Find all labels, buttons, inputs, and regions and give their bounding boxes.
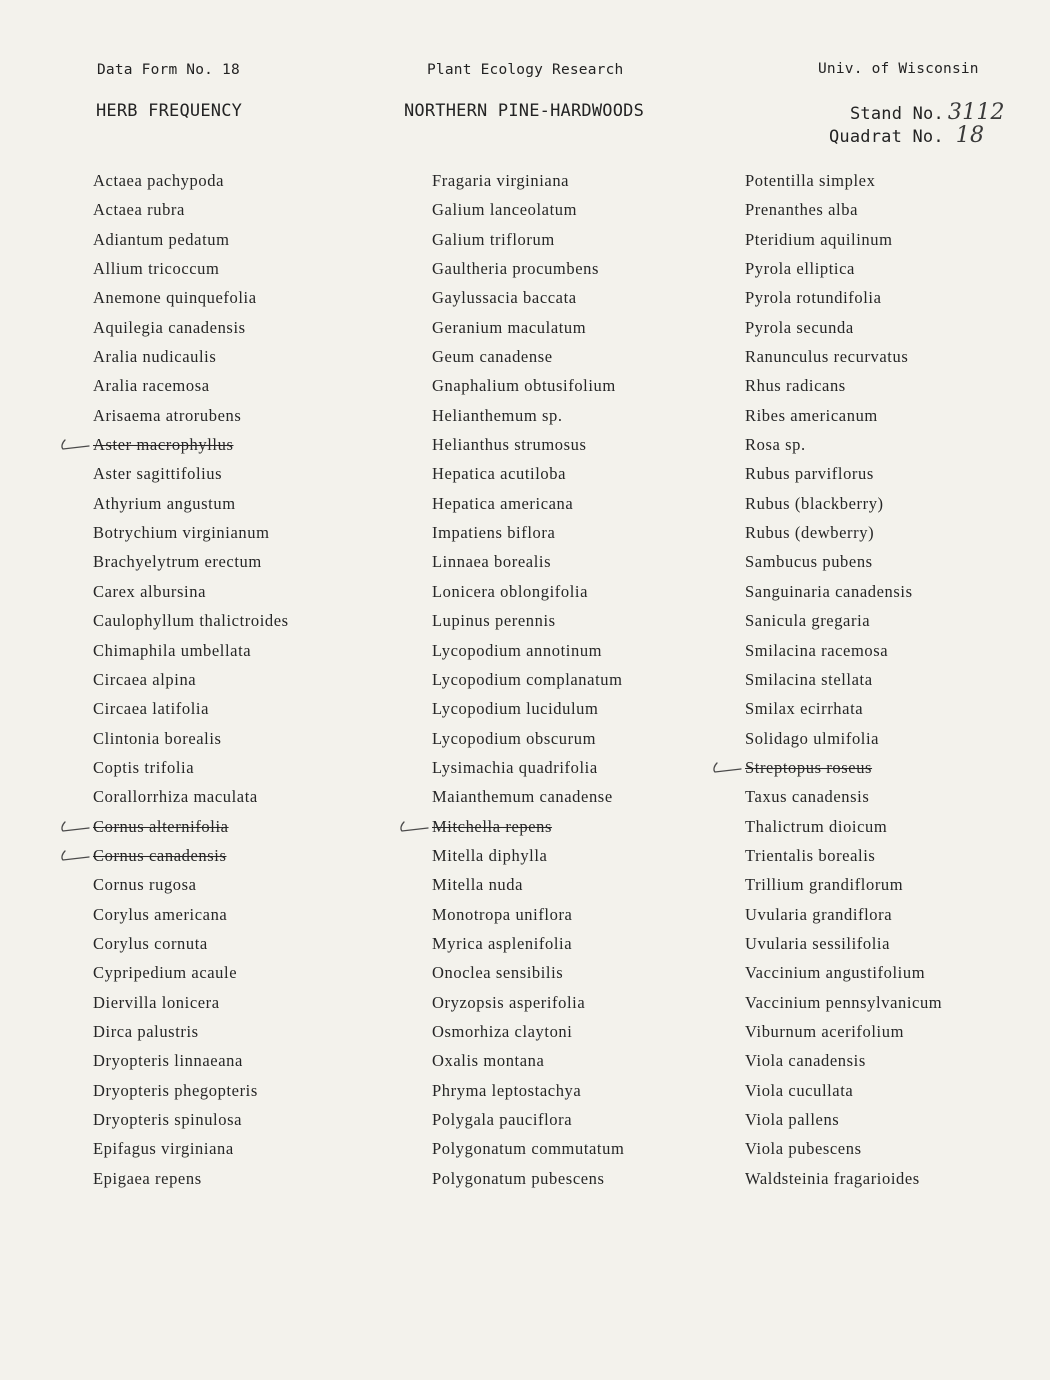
- species-item: [93, 489, 289, 518]
- checkmark-icon: [398, 820, 430, 834]
- species-item: [432, 430, 624, 459]
- species-item: [745, 430, 942, 459]
- species-name: Osmorhiza claytoni: [432, 1021, 573, 1041]
- species-item: [432, 401, 624, 430]
- species-name: Arisaema atrorubens: [93, 405, 242, 425]
- species-item: [93, 988, 289, 1017]
- community-title: NORTHERN PINE-HARDWOODS: [404, 101, 645, 121]
- species-name: Dryopteris phegopteris: [93, 1080, 258, 1100]
- species-name: Pyrola secunda: [745, 317, 854, 337]
- checkmark-icon: [59, 820, 91, 834]
- species-name: Linnaea borealis: [432, 552, 552, 572]
- university-heading: Univ. of Wisconsin: [818, 61, 979, 77]
- species-name: Polygala pauciflora: [432, 1110, 573, 1129]
- species-name: Ribes americanum: [745, 405, 878, 425]
- species-item: [432, 694, 624, 723]
- species-name: Circaea alpina: [93, 669, 197, 689]
- species-name: Pteridium aquilinum: [745, 229, 893, 249]
- species-item: [432, 1046, 624, 1075]
- species-item: [745, 988, 942, 1017]
- species-name: Lupinus perennis: [432, 611, 556, 631]
- species-item: [93, 753, 289, 782]
- species-item: [745, 547, 942, 576]
- species-item: [745, 1164, 942, 1193]
- species-name: Lonicera oblongifolia: [432, 581, 589, 601]
- species-item: [745, 254, 942, 283]
- checkmark-icon: [59, 849, 91, 863]
- species-item: [93, 606, 289, 635]
- species-item: [745, 753, 942, 782]
- species-item: [432, 489, 624, 518]
- species-item: [93, 665, 289, 694]
- research-heading: Plant Ecology Research: [427, 62, 624, 78]
- species-name: Hepatica americana: [432, 493, 574, 513]
- species-name: Viola pubescens: [745, 1139, 862, 1159]
- species-name: Pyrola elliptica: [745, 259, 855, 279]
- species-item: [432, 841, 624, 870]
- species-name: Aralia nudicaulis: [93, 347, 217, 367]
- species-item: [432, 518, 624, 547]
- species-name: Waldsteinia fragarioides: [745, 1168, 920, 1188]
- species-item: [93, 342, 289, 371]
- species-item: [432, 929, 624, 958]
- species-name: Helianthemum sp.: [432, 405, 563, 425]
- species-name: Rhus radicans: [745, 376, 846, 396]
- species-item: [432, 371, 624, 400]
- species-name: Epigaea repens: [93, 1168, 202, 1188]
- species-name: Diervilla lonicera: [93, 992, 220, 1012]
- species-item: [93, 724, 289, 753]
- species-item: [432, 1105, 624, 1134]
- species-name: Epifagus virginiana: [93, 1139, 234, 1159]
- species-name: Ranunculus recurvatus: [745, 347, 909, 367]
- species-item: [432, 812, 624, 841]
- species-name: Viola canadensis: [745, 1051, 866, 1071]
- species-item: [432, 900, 624, 929]
- species-item: [93, 870, 289, 899]
- species-name: Mitella diphylla: [432, 845, 548, 865]
- species-name: Smilacina stellata: [745, 669, 873, 689]
- species-name: Fragaria virginiana: [432, 171, 570, 190]
- species-name: Dirca palustris: [93, 1021, 199, 1041]
- species-name: Gnaphalium obtusifolium: [432, 376, 616, 396]
- species-name: Vaccinium angustifolium: [745, 963, 926, 983]
- stand-label: Stand No.: [850, 104, 944, 124]
- species-item: [745, 1134, 942, 1163]
- species-item: [93, 1046, 289, 1075]
- species-name: Taxus canadensis: [745, 787, 870, 807]
- species-item: [745, 1076, 942, 1105]
- species-item: [745, 313, 942, 342]
- species-item: [745, 459, 942, 488]
- species-item: [93, 254, 289, 283]
- species-item: [432, 753, 624, 782]
- species-item: [93, 929, 289, 958]
- species-name: Lycopodium lucidulum: [432, 699, 599, 719]
- species-item: [93, 636, 289, 665]
- species-name: Lycopodium annotinum: [432, 640, 603, 660]
- species-item: [745, 489, 942, 518]
- species-item: [745, 342, 942, 371]
- species-name: Brachyelytrum erectum: [93, 552, 262, 572]
- species-name: Corylus cornuta: [93, 933, 208, 953]
- species-name: Geranium maculatum: [432, 317, 587, 337]
- species-name: Botrychium virginianum: [93, 523, 270, 543]
- species-name: Aster sagittifolius: [93, 464, 223, 484]
- species-name: Clintonia borealis: [93, 728, 222, 748]
- species-item: [745, 606, 942, 635]
- species-item: [745, 665, 942, 694]
- species-name: Maianthemum canadense: [432, 787, 613, 807]
- species-item: [432, 1164, 624, 1193]
- quadrat-label: Quadrat No.: [829, 127, 944, 147]
- species-item: [93, 283, 289, 312]
- species-name: Impatiens biflora: [432, 523, 556, 543]
- species-item: [93, 1105, 289, 1134]
- species-name: Cornus rugosa: [93, 875, 197, 895]
- species-item: [93, 313, 289, 342]
- species-name: Galium triflorum: [432, 229, 555, 249]
- species-name: Lycopodium obscurum: [432, 728, 597, 748]
- quadrat-value: 18: [955, 123, 985, 148]
- species-name: Corylus americana: [93, 904, 228, 924]
- species-item: [93, 225, 289, 254]
- species-name: Mitella nuda: [432, 875, 524, 895]
- species-name: Vaccinium pennsylvanicum: [745, 992, 943, 1012]
- species-name: Aquilegia canadensis: [93, 317, 246, 337]
- stand-value: 3112: [947, 100, 1005, 125]
- species-item: [745, 929, 942, 958]
- species-name: Geum canadense: [432, 347, 553, 367]
- species-name: Cornus alternifolia: [93, 816, 229, 836]
- species-item: [432, 1076, 624, 1105]
- species-item: [93, 812, 289, 841]
- stand-number: [850, 100, 1005, 125]
- species-name: Circaea latifolia: [93, 699, 210, 719]
- species-name: Gaylussacia baccata: [432, 288, 577, 308]
- species-item: [745, 724, 942, 753]
- species-item: [745, 870, 942, 899]
- species-item: [93, 1076, 289, 1105]
- species-item: [745, 694, 942, 723]
- species-name: Phryma leptostachya: [432, 1080, 582, 1100]
- species-item: [745, 1046, 942, 1075]
- species-name: Chimaphila umbellata: [93, 640, 252, 660]
- species-item: [432, 636, 624, 665]
- species-item: [93, 694, 289, 723]
- species-name: Athyrium angustum: [93, 493, 236, 513]
- species-name: Polygonatum pubescens: [432, 1168, 605, 1188]
- species-item: [432, 547, 624, 576]
- species-item: [745, 283, 942, 312]
- species-name: Aralia racemosa: [93, 376, 210, 396]
- species-item: [93, 195, 289, 224]
- species-name: Smilacina racemosa: [745, 640, 889, 660]
- species-item: [432, 665, 624, 694]
- species-item: [93, 547, 289, 576]
- species-item: [432, 313, 624, 342]
- species-name: Uvularia sessilifolia: [745, 933, 891, 953]
- species-item: [432, 166, 624, 195]
- species-name: Gaultheria procumbens: [432, 259, 600, 279]
- species-name: Smilax ecirrhata: [745, 699, 864, 719]
- species-item: [432, 1134, 624, 1163]
- species-name: Viola pallens: [745, 1110, 840, 1129]
- species-name: Viola cucullata: [745, 1080, 854, 1100]
- species-name: Myrica asplenifolia: [432, 933, 573, 953]
- species-item: [745, 812, 942, 841]
- species-item: [432, 459, 624, 488]
- species-name: Onoclea sensibilis: [432, 963, 564, 983]
- checkmark-icon: [711, 761, 743, 775]
- species-item: [93, 577, 289, 606]
- species-item: [432, 724, 624, 753]
- species-name: Allium tricoccum: [93, 259, 220, 279]
- species-column-1: [93, 166, 289, 1193]
- species-item: [93, 841, 289, 870]
- species-name: Corallorrhiza maculata: [93, 787, 258, 807]
- page-title: HERB FREQUENCY: [96, 101, 243, 121]
- species-name: Streptopus roseus: [745, 757, 873, 777]
- species-item: [745, 577, 942, 606]
- species-item: [93, 166, 289, 195]
- species-name: Solidago ulmifolia: [745, 728, 880, 748]
- species-item: [432, 195, 624, 224]
- species-name: Cornus canadensis: [93, 845, 227, 865]
- species-name: Anemone quinquefolia: [93, 288, 257, 308]
- species-item: [432, 988, 624, 1017]
- species-item: [93, 1017, 289, 1046]
- species-name: Thalictrum dioicum: [745, 816, 888, 836]
- species-name: Caulophyllum thalictroides: [93, 611, 289, 631]
- species-item: [745, 518, 942, 547]
- species-name: Sanguinaria canadensis: [745, 581, 913, 601]
- species-name: Rosa sp.: [745, 435, 806, 455]
- species-item: [745, 900, 942, 929]
- species-name: Helianthus strumosus: [432, 435, 587, 455]
- species-name: Viburnum acerifolium: [745, 1021, 905, 1041]
- species-item: [745, 958, 942, 987]
- species-name: Dryopteris spinulosa: [93, 1110, 243, 1129]
- species-item: [93, 782, 289, 811]
- species-name: Oryzopsis asperifolia: [432, 992, 586, 1012]
- species-item: [93, 518, 289, 547]
- species-name: Pyrola rotundifolia: [745, 288, 882, 308]
- species-name: Trientalis borealis: [745, 845, 876, 865]
- checkmark-icon: [59, 438, 91, 452]
- species-item: [432, 342, 624, 371]
- species-item: [432, 870, 624, 899]
- species-item: [745, 841, 942, 870]
- species-name: Aster macrophyllus: [93, 435, 234, 455]
- species-item: [432, 577, 624, 606]
- species-name: Polygonatum commutatum: [432, 1139, 625, 1159]
- species-name: Rubus parviflorus: [745, 464, 874, 484]
- quadrat-number: [829, 123, 984, 148]
- species-name: Rubus (blackberry): [745, 493, 884, 513]
- species-item: [93, 459, 289, 488]
- species-item: [745, 636, 942, 665]
- species-name: Lysimachia quadrifolia: [432, 757, 598, 777]
- species-name: Sambucus pubens: [745, 552, 873, 572]
- species-item: [745, 371, 942, 400]
- species-name: Carex albursina: [93, 581, 207, 601]
- species-item: [432, 1017, 624, 1046]
- species-item: [745, 195, 942, 224]
- species-name: Potentilla simplex: [745, 171, 876, 190]
- species-name: Oxalis montana: [432, 1051, 545, 1071]
- species-item: [93, 371, 289, 400]
- species-name: Galium lanceolatum: [432, 200, 578, 220]
- species-name: Dryopteris linnaeana: [93, 1051, 243, 1071]
- species-name: Coptis trifolia: [93, 757, 195, 777]
- form-number: Data Form No. 18: [97, 62, 240, 78]
- species-name: Sanicula gregaria: [745, 611, 871, 631]
- species-name: Hepatica acutiloba: [432, 464, 567, 484]
- species-item: [93, 430, 289, 459]
- species-item: [432, 283, 624, 312]
- species-name: Actaea pachypoda: [93, 171, 224, 190]
- species-column-3: [745, 166, 942, 1193]
- species-item: [432, 254, 624, 283]
- species-item: [432, 606, 624, 635]
- species-name: Cypripedium acaule: [93, 963, 238, 983]
- species-item: [745, 401, 942, 430]
- species-item: [745, 225, 942, 254]
- species-name: Rubus (dewberry): [745, 523, 875, 543]
- species-name: Mitchella repens: [432, 816, 553, 836]
- species-item: [93, 1164, 289, 1193]
- species-item: [745, 166, 942, 195]
- species-item: [432, 782, 624, 811]
- species-item: [93, 900, 289, 929]
- species-name: Actaea rubra: [93, 200, 185, 220]
- species-name: Lycopodium complanatum: [432, 669, 623, 689]
- species-name: Trillium grandiflorum: [745, 875, 904, 895]
- species-item: [93, 401, 289, 430]
- species-column-2: [432, 166, 624, 1193]
- species-name: Uvularia grandiflora: [745, 904, 893, 924]
- species-name: Adiantum pedatum: [93, 229, 230, 249]
- species-item: [93, 958, 289, 987]
- species-item: [432, 958, 624, 987]
- species-name: Monotropa uniflora: [432, 904, 573, 924]
- species-item: [745, 1105, 942, 1134]
- species-item: [432, 225, 624, 254]
- species-item: [745, 1017, 942, 1046]
- species-item: [93, 1134, 289, 1163]
- species-item: [745, 782, 942, 811]
- species-name: Prenanthes alba: [745, 200, 859, 220]
